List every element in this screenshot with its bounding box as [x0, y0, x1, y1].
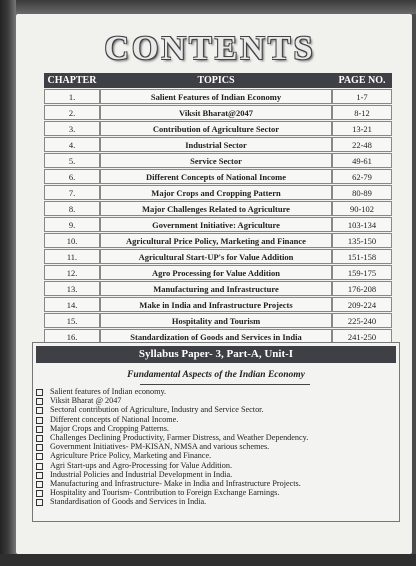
- table-row: [44, 297, 392, 312]
- syllabus-item-text: Major Crops and Cropping Patterns.: [50, 423, 169, 433]
- page-range-cell: 1-7: [332, 89, 392, 104]
- page-range-cell: 62-79: [332, 169, 392, 184]
- page-bottom-edge: [0, 554, 416, 566]
- topic-cell: Agro Processing for Value Addition: [100, 265, 332, 280]
- topic-cell: Agricultural Price Policy, Marketing and Finance: [100, 233, 332, 248]
- checkbox-bullet-icon: [36, 389, 43, 396]
- table-row: [44, 137, 392, 152]
- chapter-number-cell: 10.: [44, 233, 100, 248]
- contents-body: [44, 89, 392, 344]
- page-title: CONTENTS: [104, 30, 316, 67]
- topic-cell: Major Challenges Related to Agriculture: [100, 201, 332, 216]
- topic-cell: Major Crops and Cropping Pattern: [100, 185, 332, 200]
- table-row: [44, 169, 392, 184]
- checkbox-bullet-icon: [36, 453, 43, 460]
- checkbox-bullet-icon: [36, 463, 43, 470]
- table-row: [44, 89, 392, 104]
- chapter-number-cell: 2.: [44, 105, 100, 120]
- topic-cell: Viksit Bharat@2047: [100, 105, 332, 120]
- chapter-number-cell: 9.: [44, 217, 100, 232]
- page-range-cell: 13-21: [332, 121, 392, 136]
- topic-cell: Contribution of Agriculture Sector: [100, 121, 332, 136]
- table-row: [44, 233, 392, 248]
- topic-cell: Service Sector: [100, 153, 332, 168]
- chapter-number-cell: 4.: [44, 137, 100, 152]
- checkbox-bullet-icon: [36, 444, 43, 451]
- list-item: [36, 497, 396, 506]
- syllabus-item-text: Government Initiatives- PM-KISAN, NMSA and various schemes.: [50, 442, 270, 452]
- topic-cell: Manufacturing and Infrastructure: [100, 281, 332, 296]
- list-item: [36, 415, 396, 424]
- list-item: [36, 461, 396, 470]
- list-item: [36, 479, 396, 488]
- page-range-cell: 135-150: [332, 233, 392, 248]
- topic-cell: Hospitality and Tourism: [100, 313, 332, 328]
- page-range-cell: 241-250: [332, 329, 392, 344]
- page-top-edge: [0, 0, 416, 14]
- list-item: [36, 470, 396, 479]
- list-item: [36, 442, 396, 451]
- syllabus-list: [36, 387, 396, 507]
- syllabus-item-text: Manufacturing and Infrastructure- Make in India and Infrastructure Projects.: [50, 479, 301, 489]
- chapter-number-cell: 16.: [44, 329, 100, 344]
- topic-cell: Salient Features of Indian Economy: [100, 89, 332, 104]
- topic-cell: Government Initiative: Agriculture: [100, 217, 332, 232]
- checkbox-bullet-icon: [36, 407, 43, 414]
- chapter-number-cell: 7.: [44, 185, 100, 200]
- table-row: [44, 217, 392, 232]
- chapter-number-cell: 11.: [44, 249, 100, 264]
- list-item: [36, 396, 396, 405]
- chapter-number-cell: 12.: [44, 265, 100, 280]
- page-range-cell: 151-158: [332, 249, 392, 264]
- syllabus-item-text: Challenges Declining Productivity, Farmer Distress, and Weather Dependency.: [50, 433, 309, 443]
- table-row: [44, 265, 392, 280]
- page-range-cell: 80-89: [332, 185, 392, 200]
- syllabus-heading: Syllabus Paper- 3, Part-A, Unit-I: [36, 346, 396, 363]
- checkbox-bullet-icon: [36, 472, 43, 479]
- table-row: [44, 185, 392, 200]
- checkbox-bullet-icon: [36, 426, 43, 433]
- checkbox-bullet-icon: [36, 481, 43, 488]
- topic-cell: Make in India and Infrastructure Projects: [100, 297, 332, 312]
- table-row: [44, 313, 392, 328]
- syllabus-subheading: Fundamental Aspects of the Indian Economy: [127, 370, 305, 380]
- checkbox-bullet-icon: [36, 499, 43, 506]
- header-topics: TOPICS: [100, 73, 332, 88]
- checkbox-bullet-icon: [36, 435, 43, 442]
- topic-cell: Standardization of Goods and Services in India: [100, 329, 332, 344]
- syllabus-item-text: Hospitality and Tourism- Contribution to Foreign Exchange Earnings.: [50, 488, 280, 498]
- topic-cell: Different Concepts of National Income: [100, 169, 332, 184]
- table-row: [44, 249, 392, 264]
- table-row: [44, 105, 392, 120]
- topic-cell: Industrial Sector: [100, 137, 332, 152]
- syllabus-item-text: Agri Start-ups and Agro-Processing for Value Addition.: [50, 460, 232, 470]
- chapter-number-cell: 13.: [44, 281, 100, 296]
- page-range-cell: 22-48: [332, 137, 392, 152]
- chapter-number-cell: 5.: [44, 153, 100, 168]
- syllabus-item-text: Viksit Bharat @ 2047: [50, 396, 122, 406]
- syllabus-item-text: Different concepts of National Income.: [50, 414, 179, 424]
- subheading-underline: [140, 384, 310, 385]
- table-row: [44, 121, 392, 136]
- checkbox-bullet-icon: [36, 417, 43, 424]
- chapter-number-cell: 3.: [44, 121, 100, 136]
- header-chapter: CHAPTER: [44, 73, 100, 88]
- chapter-number-cell: 1.: [44, 89, 100, 104]
- checkbox-bullet-icon: [36, 490, 43, 497]
- chapter-number-cell: 6.: [44, 169, 100, 184]
- list-item: [36, 405, 396, 414]
- page-range-cell: 90-102: [332, 201, 392, 216]
- page-range-cell: 225-240: [332, 313, 392, 328]
- table-row: [44, 281, 392, 296]
- page-range-cell: 103-134: [332, 217, 392, 232]
- page-range-cell: 209-224: [332, 297, 392, 312]
- syllabus-item-text: Salient features of Indian economy.: [50, 387, 167, 396]
- contents-table: [44, 72, 392, 345]
- syllabus-item-text: Sectoral contribution of Agriculture, Industry and Service Sector.: [50, 405, 264, 415]
- syllabus-item-text: Standardisation of Goods and Services in India.: [50, 497, 207, 507]
- page-range-cell: 159-175: [332, 265, 392, 280]
- table-row: [44, 153, 392, 168]
- checkbox-bullet-icon: [36, 398, 43, 405]
- syllabus-item-text: Industrial Policies and Industrial Development in India.: [50, 469, 233, 479]
- list-item: [36, 387, 396, 396]
- list-item: [36, 488, 396, 497]
- contents-header-row: [44, 73, 392, 88]
- book-spine: [0, 0, 16, 566]
- syllabus-item-text: Agriculture Price Policy, Marketing and Finance.: [50, 451, 212, 461]
- chapter-number-cell: 14.: [44, 297, 100, 312]
- page-range-cell: 49-61: [332, 153, 392, 168]
- list-item: [36, 451, 396, 460]
- chapter-number-cell: 8.: [44, 201, 100, 216]
- list-item: [36, 433, 396, 442]
- header-page-no: PAGE NO.: [332, 73, 392, 88]
- page-range-cell: 8-12: [332, 105, 392, 120]
- topic-cell: Agricultural Start-UP's for Value Addition: [100, 249, 332, 264]
- chapter-number-cell: 15.: [44, 313, 100, 328]
- page-range-cell: 176-208: [332, 281, 392, 296]
- table-row: [44, 201, 392, 216]
- list-item: [36, 424, 396, 433]
